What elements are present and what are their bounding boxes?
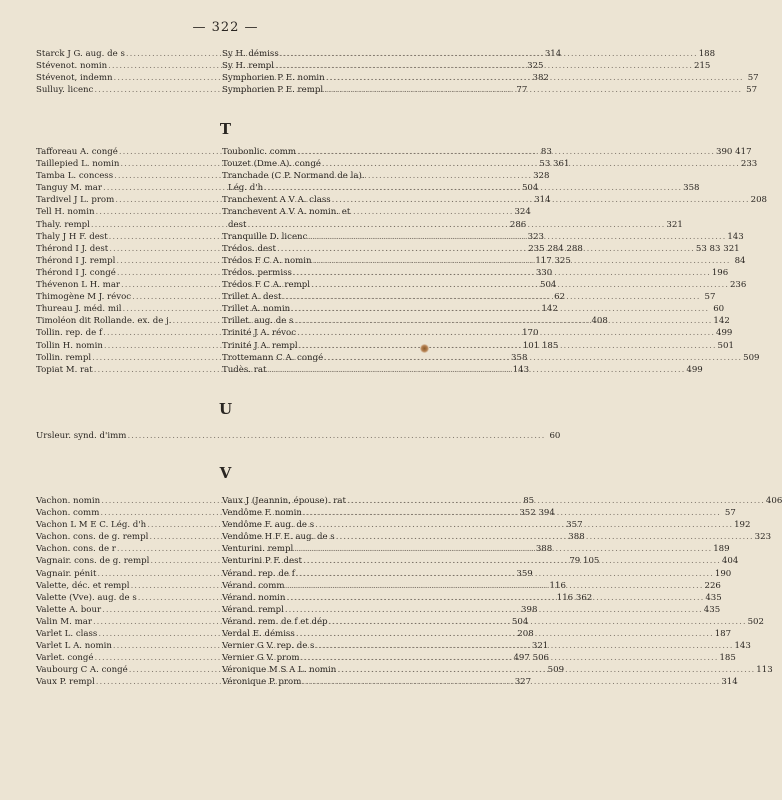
dot-leader <box>347 495 765 507</box>
entry-page-ref: 57 <box>747 73 759 84</box>
entry-name: Trédos. dest <box>222 243 276 254</box>
entry-name: Thérond I J. congé <box>36 267 116 278</box>
entry-page-ref: 60 <box>713 304 725 315</box>
entry-page-ref: 502 <box>747 616 764 627</box>
entry-name: Toubonlic. comm <box>222 147 297 157</box>
entry-name: Thaly. rempl <box>36 219 90 230</box>
entry-name: Verdal E. démiss <box>222 629 295 640</box>
entry-page-ref: 236 <box>729 280 747 291</box>
dot-leader <box>311 279 729 291</box>
entry-page-ref: 192 <box>734 520 751 531</box>
entry-page-ref: 501 <box>717 340 734 351</box>
entry-name: Thureau J. méd. mil <box>36 304 122 315</box>
entry-page-ref: 142 <box>541 304 558 315</box>
entry-page-ref: 314 <box>721 677 738 688</box>
left-column <box>36 430 561 442</box>
entry-name: Tranquille D. licenc <box>222 231 308 242</box>
entry-name: Trédos F C A. nomin <box>222 255 312 266</box>
entry-page-ref: 509 <box>547 665 565 676</box>
entry-page-ref: 208 <box>750 195 768 206</box>
entry-name: Véronique P. prom <box>222 677 302 688</box>
dot-leader <box>277 243 695 255</box>
entry-name: Thérond I J. rempl <box>36 255 116 266</box>
entry-name: Vachon. cons. de r <box>36 544 116 555</box>
dot-leader <box>286 580 704 592</box>
entry-name: Sy H. rempl <box>222 61 275 72</box>
entry-name: Taillepied L. nomin <box>36 159 120 170</box>
entry-name: Timoléon dit Rollande. ex. de j. <box>36 316 172 327</box>
entry-page-ref: 388 <box>535 544 553 555</box>
entry-name: Lég. d'h <box>228 183 264 194</box>
dot-leader <box>324 352 742 364</box>
dot-leader <box>291 303 709 315</box>
entry-page-ref: 321 <box>531 641 549 652</box>
entry-name: Vernier G V. rep. de s <box>222 641 315 652</box>
dot-leader <box>286 592 704 604</box>
entry-page-ref: 117 325 <box>535 255 571 266</box>
entry-page-ref: 314 <box>544 49 562 59</box>
dot-leader <box>127 430 545 442</box>
entry-page-ref: 79 105 <box>569 556 600 567</box>
dot-leader <box>293 267 711 279</box>
entry-name: Trédos F C A. rempl <box>222 280 311 291</box>
entry-name: Venturini P F. dest <box>222 556 302 567</box>
section-letter-u: U <box>218 400 233 418</box>
dot-leader <box>303 555 721 567</box>
entry-name: Valin M. mar <box>36 616 92 627</box>
entry-name: Vaubourg C A. congé <box>36 665 128 676</box>
entry-page-ref: 408 <box>591 316 608 327</box>
entry-name: Trillet. aug. de s <box>222 316 294 327</box>
dot-leader <box>264 182 682 194</box>
entry-page-ref: 359 <box>516 568 533 579</box>
entry-name: Trillet A. dest <box>222 292 282 303</box>
entry-name: Tudès. rat <box>222 364 267 375</box>
entry-name: Sy H. démiss <box>222 49 279 59</box>
entry-name: Varlet. congé <box>36 653 94 664</box>
entry-page-ref: 235 284 288 <box>528 243 583 254</box>
entry-page-ref: 327 <box>514 677 532 688</box>
dot-leader <box>247 219 665 231</box>
entry-page-ref: 509 <box>743 352 760 363</box>
entry-name: Vendôme F. nomin <box>222 508 302 519</box>
dot-leader <box>297 146 715 158</box>
entry-page-ref: 190 <box>714 568 732 579</box>
dot-leader <box>322 158 740 170</box>
entry-name: Varlet L. class <box>36 629 98 640</box>
entry-name: Trinité J A. rempl <box>222 340 298 351</box>
entry-name: Starck J G. aug. de s <box>36 49 125 59</box>
entry-page-ref: 388 <box>568 532 585 543</box>
entry-name: Tanguy M. mar <box>36 183 102 194</box>
entry-page-ref: 116 362 <box>556 592 593 603</box>
entry-page-ref: 323 <box>527 231 545 242</box>
entry-name: Vendôme H F E. aug. de s <box>222 532 335 543</box>
entry-page-ref: 77 <box>516 85 528 96</box>
entry-name: Tardivel J L. prom <box>36 195 115 206</box>
entry-page-ref: 113 <box>756 665 773 676</box>
entry-page-ref: 435 <box>703 604 721 615</box>
entry-name: Vaux J (Jeannin, épouse). rat <box>222 496 346 506</box>
dot-leader <box>315 519 733 531</box>
entry-page-ref: 53 361 <box>539 159 570 170</box>
dot-leader <box>337 664 755 676</box>
section-letter-t: T <box>219 120 232 138</box>
entry-page-ref: 352 394 <box>519 508 555 519</box>
entry-page-ref: 406 <box>765 496 782 506</box>
entry-page-ref: 324 <box>514 207 531 218</box>
dot-leader <box>297 327 715 339</box>
entry-name: Vérand. comm <box>222 580 285 591</box>
entry-name: dest <box>228 219 247 230</box>
entry-page-ref: 185 <box>719 653 736 664</box>
entry-name: Vaux P. rempl <box>36 677 95 688</box>
entry-page-ref: 323 <box>754 532 772 543</box>
entry-name: Tamba L. concess <box>36 171 114 182</box>
entry-name: Vagnair. cons. de g. rempl <box>36 556 150 567</box>
entry-name: Vérand. nomin <box>222 592 286 603</box>
entry-page-ref: 226 <box>704 580 721 591</box>
entry-page-ref: 62 <box>554 292 566 303</box>
entry-name: Vérand. rem. de f et dép <box>222 616 328 627</box>
entry-name: Vagnair. pénit <box>36 568 97 579</box>
entry-name: Tranchade (C P. Normand de la). <box>222 171 365 182</box>
entry-name: Topiat M. rat <box>36 364 93 375</box>
dot-leader <box>275 60 693 72</box>
entry-page-ref: 53 83 321 <box>695 243 740 254</box>
entry-name: Tollin. rep. de f <box>36 328 103 339</box>
ink-stain <box>420 344 429 353</box>
entry-page-ref: 101 185 <box>522 340 559 351</box>
dot-leader <box>336 531 754 543</box>
entry-page-ref: 143 <box>512 364 530 375</box>
entry-page-ref: 57 <box>724 508 736 519</box>
entry-name: Tollin H. nomin <box>36 340 103 351</box>
entry-page-ref: 142 <box>713 316 730 327</box>
entry-page-ref: 504 <box>521 183 539 194</box>
entry-page-ref: 499 <box>686 364 703 375</box>
entry-page-ref: 83 <box>540 147 552 157</box>
entry-page-ref: 499 <box>715 328 733 339</box>
entry-page-ref: 170 <box>522 328 539 339</box>
entry-page-ref: 398 <box>521 604 538 615</box>
entry-name: Venturini. rempl <box>222 544 294 555</box>
entry-page-ref: 233 <box>740 159 758 170</box>
entry-page-ref: 57 <box>746 85 758 96</box>
entry-name: Valette, déc. et rempl <box>36 580 130 591</box>
dot-leader <box>329 616 747 628</box>
entry-page-ref: 330 <box>535 267 553 278</box>
dot-leader <box>296 568 714 580</box>
index-entry <box>222 170 408 182</box>
entry-name: Tafforeau A. congé <box>36 147 118 157</box>
entry-name: Ursleur. synd. d'imm <box>36 431 127 441</box>
entry-page-ref: 60 <box>549 431 561 441</box>
entry-page-ref: 325 <box>527 61 544 72</box>
entry-page-ref: 188 <box>698 49 716 59</box>
entry-page-ref: 390 417 <box>716 147 752 157</box>
entry-page-ref: 116 <box>549 580 566 591</box>
dot-leader <box>282 291 700 303</box>
entry-page-ref: 286 <box>509 219 527 230</box>
entry-name: Vachon. nomin <box>36 496 101 506</box>
index-entry <box>222 206 408 218</box>
entry-name: Symphorien P E. rempl <box>222 85 324 96</box>
dot-leader <box>285 604 703 616</box>
entry-name: Vachon L M E C. Lég. d'h <box>36 520 147 531</box>
dot-leader <box>313 255 731 267</box>
section-letter-v: V <box>219 464 232 482</box>
entry-name: Thimogène M J. révoc <box>36 292 132 303</box>
entry-page-ref: 358 <box>511 352 528 363</box>
entry-name: Symphorien P E. nomin <box>222 73 325 84</box>
entry-page-ref: 328 <box>533 171 550 182</box>
entry-page-ref: 435 <box>705 592 722 603</box>
entry-page-ref: 358 <box>683 183 700 194</box>
entry-page-ref: 504 <box>540 280 557 291</box>
entry-name: Vérand. rep. de f <box>222 568 295 579</box>
entry-name: Stévenot. nomin <box>36 61 108 72</box>
dot-leader <box>332 194 750 206</box>
entry-name: Thaly J H F. dest <box>36 231 108 242</box>
entry-name: Tranchevent A V A. class <box>222 195 331 206</box>
entry-name: Thérond I J. dest <box>36 243 109 254</box>
dot-leader <box>326 72 744 84</box>
entry-name: Sulluy. licenc <box>36 85 94 96</box>
dot-leader <box>303 507 721 519</box>
dot-leader <box>308 231 726 243</box>
entry-name: Trottemann C A. congé <box>222 352 324 363</box>
entry-name: Vendôme F. aug. de s <box>222 520 315 531</box>
entry-name: Vachon. cons. de g. rempl <box>36 532 149 543</box>
entry-page-ref: 382 <box>532 73 549 84</box>
entry-page-ref: 84 <box>734 255 746 266</box>
entry-name: Trédos. permiss <box>222 267 292 278</box>
entry-page-ref: 215 <box>693 61 711 72</box>
dot-leader <box>301 652 719 664</box>
entry-name: Valette A. bour <box>36 604 102 615</box>
entry-name: Tollin. rempl <box>36 352 92 363</box>
entry-name: Tranchevent A V A. nomin. et <box>222 207 351 218</box>
entry-page-ref: 143 <box>734 641 751 652</box>
entry-name: Valette (Vve). aug. de s <box>36 592 137 603</box>
entry-name: Trillet A. nomin <box>222 304 291 315</box>
entry-page-ref: 357 <box>566 520 583 531</box>
entry-page-ref: 497 506 <box>513 653 550 664</box>
entry-page-ref: 208 <box>517 629 534 640</box>
entry-page-ref: 189 <box>713 544 730 555</box>
entry-name: Véronique M S A L. nomin <box>222 665 337 676</box>
entry-page-ref: 321 <box>666 219 683 230</box>
entry-name: Vernier G V. prom <box>222 653 300 664</box>
entry-name: Touzet (Dme A). congé <box>222 159 321 170</box>
index-entry <box>36 430 561 442</box>
dot-leader <box>302 676 720 688</box>
entry-page-ref: 314 <box>534 195 551 206</box>
dot-leader <box>294 543 712 555</box>
dot-leader <box>267 364 685 376</box>
dot-leader <box>299 340 717 352</box>
entry-page-ref: 504 <box>511 616 529 627</box>
entry-page-ref: 196 <box>711 267 729 278</box>
entry-name: Trinité J A. révoc <box>222 328 297 339</box>
entry-page-ref: 404 <box>721 556 739 567</box>
entry-page-ref: 187 <box>714 629 732 640</box>
entry-name: Thévenon L H. mar <box>36 280 121 291</box>
entry-page-ref: 85 <box>523 496 535 506</box>
entry-page-ref: 143 <box>727 231 744 242</box>
entry-name: Stévenot, indemn <box>36 73 113 84</box>
dot-leader <box>315 640 733 652</box>
entry-name: Varlet L A. nomin <box>36 641 112 652</box>
dot-leader <box>324 84 742 96</box>
dot-leader <box>280 48 698 60</box>
dot-leader <box>296 628 714 640</box>
entry-name: Vachon. comm <box>36 508 100 519</box>
entry-name: Vérand. rempl <box>222 604 284 615</box>
page-number: — 322 — <box>192 20 259 35</box>
entry-page-ref: 57 <box>704 292 716 303</box>
dot-leader <box>294 315 712 327</box>
entry-name: Tell H. nomin <box>36 207 95 218</box>
